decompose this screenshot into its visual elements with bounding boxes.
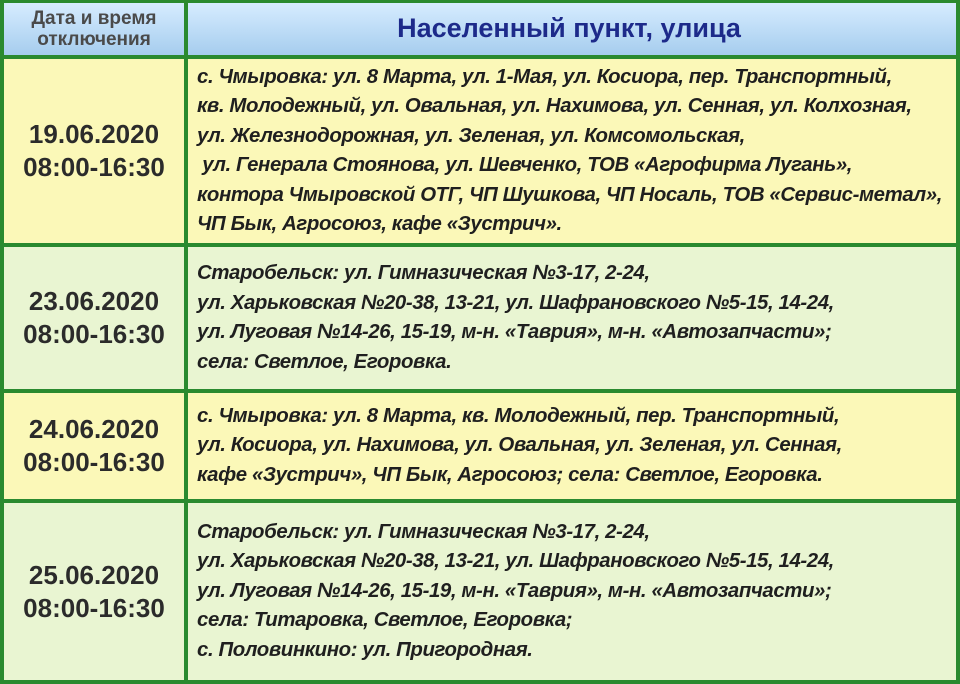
place-line: ул. Харьковская №20-38, 13-21, ул. Шафрановского №5-15, 14-24, — [197, 550, 834, 573]
place-cell — [188, 393, 956, 499]
outage-date: 19.06.2020 — [28, 119, 160, 149]
place-line: Старобельск: ул. Гимназическая №3-17, 2-24, — [197, 262, 650, 284]
place-line: контора Чмыровской ОТГ, ЧП Шушкова, ЧП Носаль, ТОВ «Сервис-метал», — [197, 183, 943, 206]
header-date-line-2: отключения — [37, 29, 151, 50]
table-row — [4, 247, 956, 389]
place-line: кафе «Зустрич», ЧП Бык, Агросоюз; села: Светлое, Егоровка. — [197, 463, 823, 486]
place-line: кв. Молодежный, ул. Овальная, ул. Нахимова, ул. Сенная, ул. Колхозная, — [197, 95, 912, 117]
place-line: ул. Железнодорожная, ул. Зеленая, ул. Комсомольская, — [197, 124, 745, 147]
outage-date: 24.06.2020 — [28, 414, 160, 444]
place-line: ул. Луговая №14-26, 15-19, м-н. «Таврия», м-н. «Автозапчасти»; — [197, 321, 832, 343]
place-line: с. Чмыровка: ул. 8 Марта, ул. 1-Мая, ул. Косиора, пер. Транспортный, — [197, 65, 892, 88]
table-row — [4, 503, 956, 680]
outage-time: 08:00-16:30 — [23, 319, 165, 349]
place-line: ул. Луговая №14-26, 15-19, м-н. «Таврия», м-н. «Автозапчасти»; — [197, 579, 832, 602]
place-cell — [188, 59, 956, 243]
date-cell — [4, 393, 184, 499]
place-line: села: Светлое, Егоровка. — [197, 350, 452, 373]
place-line: ЧП Бык, Агросоюз, кафе «Зустрич». — [197, 213, 562, 235]
date-cell — [4, 247, 184, 389]
outage-date: 25.06.2020 — [28, 559, 160, 590]
table-header — [4, 3, 956, 55]
date-cell — [4, 503, 184, 680]
place-line: с. Половинкино: ул. Пригородная. — [197, 638, 533, 661]
place-line: Старобельск: ул. Гимназическая №3-17, 2-24, — [197, 520, 650, 543]
place-line: ул. Косиора, ул. Нахимова, ул. Овальная, ул. Зеленая, ул. Сенная, — [197, 434, 842, 457]
place-cell — [188, 503, 956, 680]
table-row — [4, 59, 956, 243]
header-date-line-1: Дата и время — [31, 8, 157, 29]
header-place-cell — [188, 3, 956, 55]
place-line: ул. Генерала Стоянова, ул. Шевченко, ТОВ «Агрофирма Лугань», — [197, 154, 853, 176]
table-row — [4, 393, 956, 499]
place-line: села: Титаровка, Светлое, Егоровка; — [197, 609, 573, 632]
place-line: с. Чмыровка: ул. 8 Марта, кв. Молодежный, пер. Транспортный, — [197, 404, 840, 427]
header-place-title: Населенный пункт, улица — [397, 13, 741, 44]
outage-date: 23.06.2020 — [28, 286, 160, 316]
outage-time: 08:00-16:30 — [23, 152, 165, 182]
header-date-cell — [4, 3, 184, 55]
outage-time: 08:00-16:30 — [23, 447, 165, 477]
outage-time: 08:00-16:30 — [23, 592, 165, 623]
place-cell — [188, 247, 956, 389]
date-cell — [4, 59, 184, 243]
place-line: ул. Харьковская №20-38, 13-21, ул. Шафрановского №5-15, 14-24, — [197, 291, 834, 314]
